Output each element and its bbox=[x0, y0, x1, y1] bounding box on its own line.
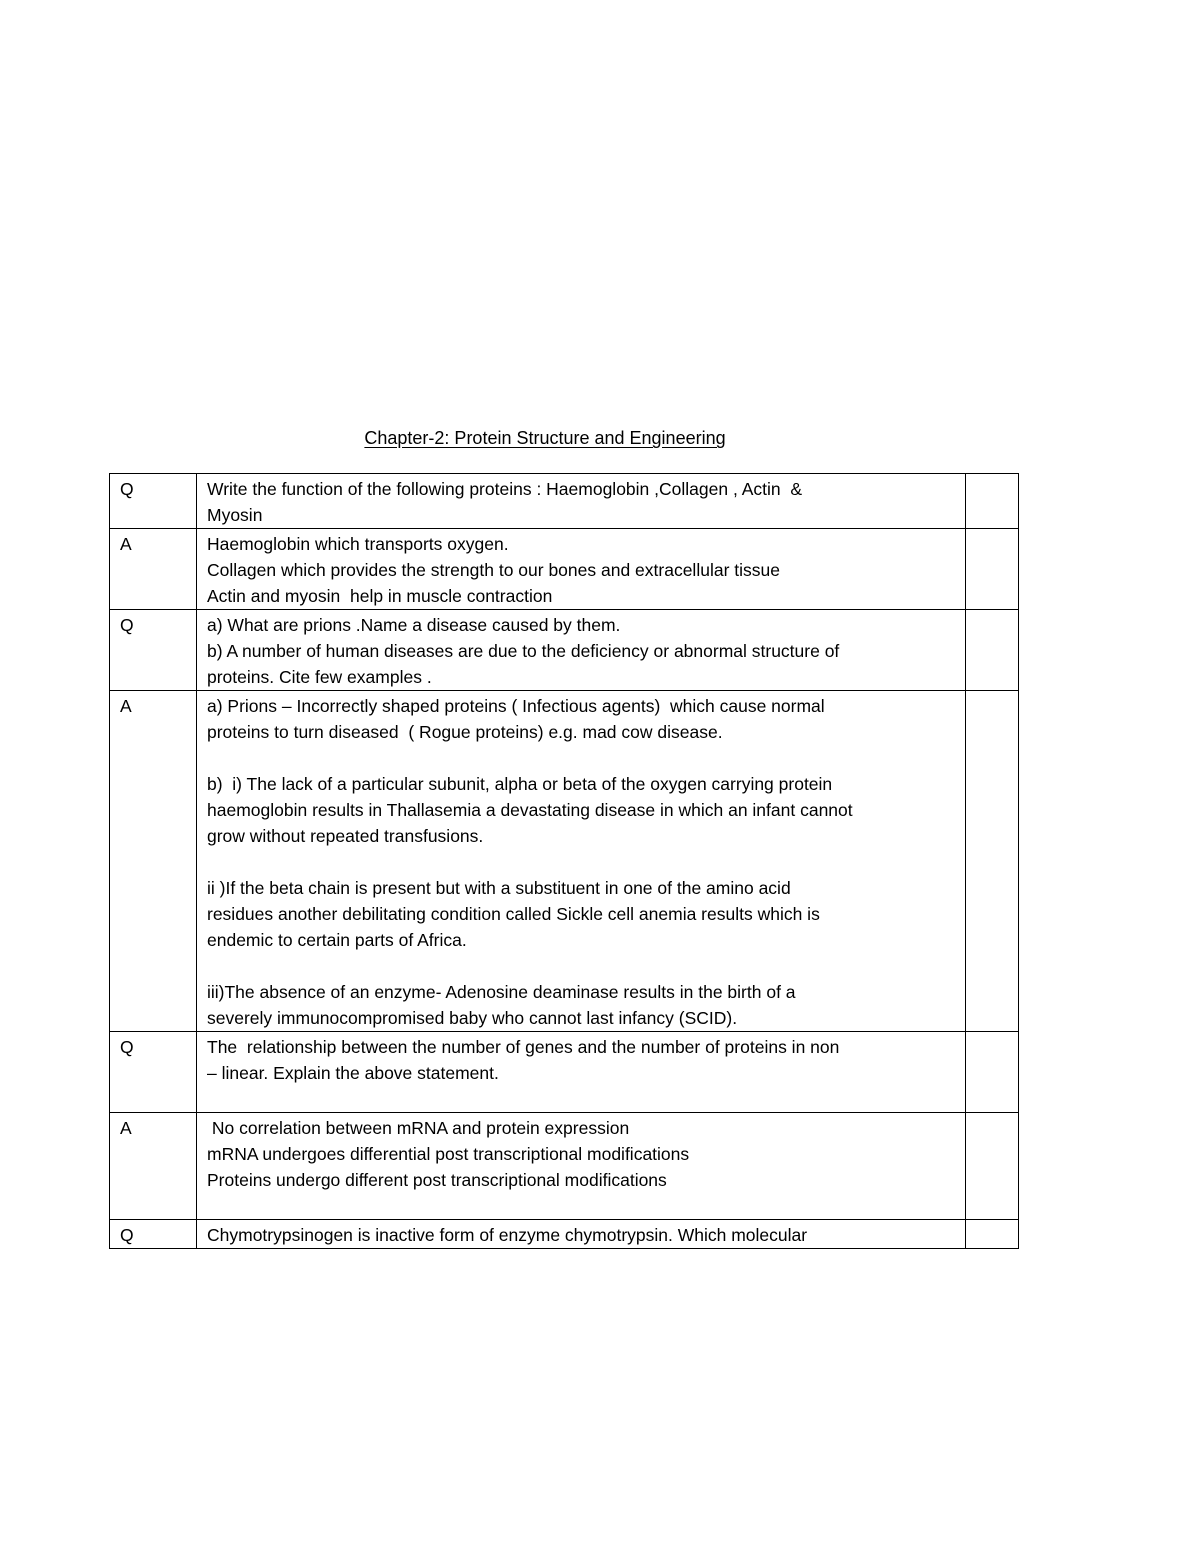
text-line: Collagen which provides the strength to our bones and extracellular tissue bbox=[207, 560, 780, 580]
row-label: Q bbox=[110, 1032, 197, 1113]
row-label: Q bbox=[110, 610, 197, 691]
answer-row bbox=[110, 529, 1019, 610]
text-line: a) What are prions .Name a disease caused by them. bbox=[207, 615, 621, 635]
text-line: endemic to certain parts of Africa. bbox=[207, 930, 467, 950]
question-row bbox=[110, 474, 1019, 529]
empty-cell bbox=[966, 691, 1019, 1032]
row-label: A bbox=[110, 1113, 197, 1220]
text-line: Chymotrypsinogen is inactive form of enzyme chymotrypsin. Which molecular bbox=[207, 1225, 808, 1245]
qa-table bbox=[109, 473, 1019, 1249]
text-line: Haemoglobin which transports oxygen. bbox=[207, 534, 509, 554]
page-title: Chapter-2: Protein Structure and Engineering bbox=[364, 428, 726, 448]
text-line: ii )If the beta chain is present but with a substituent in one of the amino acid bbox=[207, 878, 791, 898]
row-label: A bbox=[110, 691, 197, 1032]
text-line: No correlation between mRNA and protein expression bbox=[207, 1118, 630, 1138]
text-line: residues another debilitating condition called Sickle cell anemia results which is bbox=[207, 904, 820, 924]
question-text bbox=[197, 474, 966, 529]
text-line: iii)The absence of an enzyme- Adenosine deaminase results in the birth of a bbox=[207, 982, 796, 1002]
text-line: Actin and myosin help in muscle contraction bbox=[207, 586, 553, 606]
text-line: severely immunocompromised baby who cannot last infancy (SCID). bbox=[207, 1008, 738, 1028]
blank-line bbox=[207, 849, 955, 875]
question-row bbox=[110, 610, 1019, 691]
blank-line bbox=[207, 953, 955, 979]
text-line: b) A number of human diseases are due to the deficiency or abnormal structure of bbox=[207, 641, 840, 661]
answer-row bbox=[110, 1113, 1019, 1220]
text-line: Myosin bbox=[207, 505, 263, 525]
answer-text bbox=[197, 1113, 966, 1220]
text-line: mRNA undergoes differential post transcriptional modifications bbox=[207, 1144, 690, 1164]
empty-cell bbox=[966, 610, 1019, 691]
text-line: Write the function of the following proteins : Haemoglobin ,Collagen , Actin & bbox=[207, 479, 803, 499]
text-line: proteins. Cite few examples . bbox=[207, 667, 432, 687]
question-text bbox=[197, 610, 966, 691]
text-line: Proteins undergo different post transcriptional modifications bbox=[207, 1170, 667, 1190]
question-text bbox=[197, 1032, 966, 1113]
text-line: haemoglobin results in Thallasemia a devastating disease in which an infant cannot bbox=[207, 800, 853, 820]
blank-line bbox=[207, 1193, 955, 1219]
text-line: The relationship between the number of genes and the number of proteins in non bbox=[207, 1037, 840, 1057]
answer-text bbox=[197, 529, 966, 610]
blank-line bbox=[207, 745, 955, 771]
text-line: a) Prions – Incorrectly shaped proteins ( Infectious agents) which cause normal bbox=[207, 696, 825, 716]
question-text bbox=[197, 1220, 966, 1249]
qa-table-body bbox=[110, 474, 1019, 1249]
text-line: grow without repeated transfusions. bbox=[207, 826, 484, 846]
empty-cell bbox=[966, 474, 1019, 529]
empty-cell bbox=[966, 529, 1019, 610]
question-row bbox=[110, 1032, 1019, 1113]
row-label: Q bbox=[110, 1220, 197, 1249]
text-line: – linear. Explain the above statement. bbox=[207, 1063, 499, 1083]
empty-cell bbox=[966, 1220, 1019, 1249]
text-line: proteins to turn diseased ( Rogue proteins) e.g. mad cow disease. bbox=[207, 722, 723, 742]
answer-text bbox=[197, 691, 966, 1032]
empty-cell bbox=[966, 1032, 1019, 1113]
answer-row bbox=[110, 691, 1019, 1032]
empty-cell bbox=[966, 1113, 1019, 1220]
row-label: A bbox=[110, 529, 197, 610]
row-label: Q bbox=[110, 474, 197, 529]
question-row bbox=[110, 1220, 1019, 1249]
blank-line bbox=[207, 1086, 955, 1112]
text-line: b) i) The lack of a particular subunit, alpha or beta of the oxygen carrying protein bbox=[207, 774, 833, 794]
